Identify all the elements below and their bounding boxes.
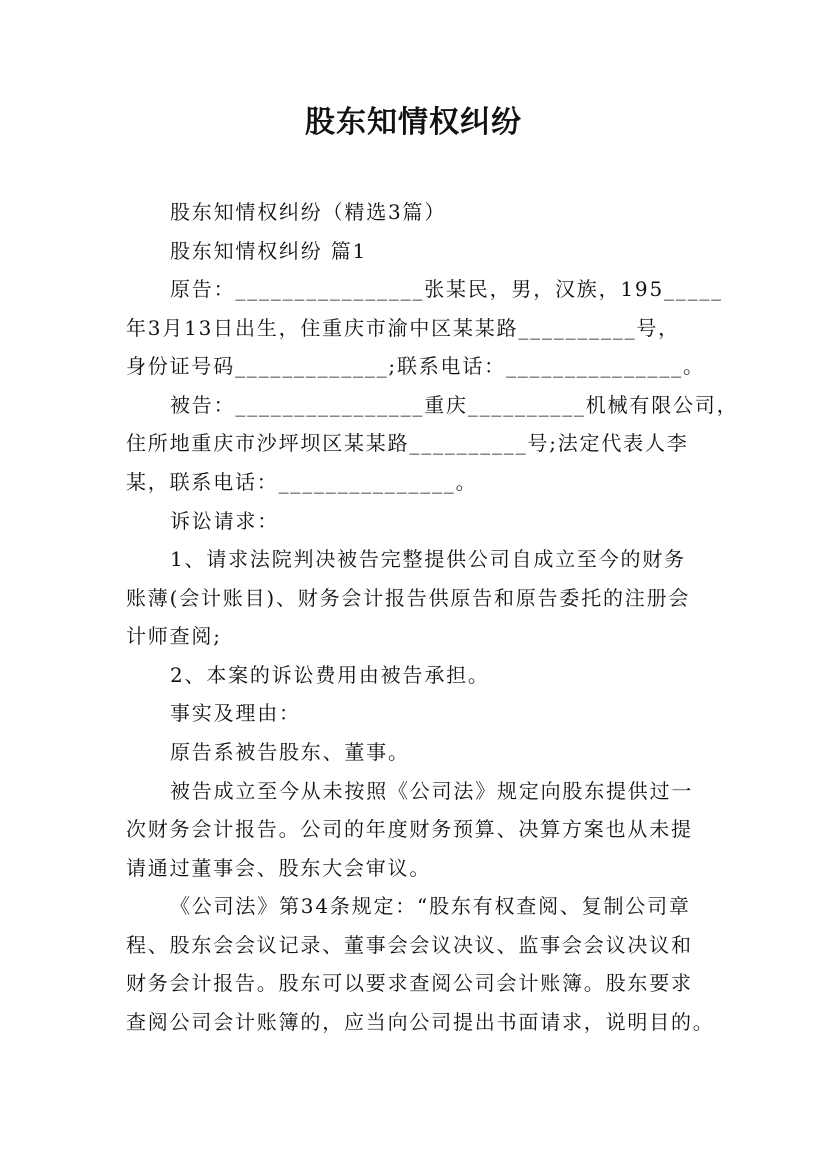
plaintiff-line: 身份证号码_____________;联系电话：_______________。 (126, 354, 705, 378)
subtitle-line: 股东知情权纠纷（精选3篇） (170, 200, 447, 224)
plaintiff-line: 年3月13日出生，住重庆市渝中区某某路__________号， (126, 316, 680, 340)
claim-line: 2、本案的诉讼费用由被告承担。 (170, 663, 490, 687)
defendant-line: 住所地重庆市沙坪坝区某某路__________号;法定代表人李 (126, 431, 689, 455)
paragraph-line: 查阅公司会计账簿的，应当向公司提出书面请求，说明目的。 (126, 1010, 715, 1034)
document-title: 股东知情权纠纷 (305, 105, 522, 140)
paragraph-line: 次财务会计报告。公司的年度财务预算、决算方案也从未提 (126, 817, 693, 841)
defendant-line: 被告：________________重庆__________机械有限公司， (170, 393, 739, 417)
section-heading: 股东知情权纠纷 篇1 (170, 239, 368, 263)
plaintiff-line: 原告：________________张某民，男，汉族，195_____ (170, 277, 723, 301)
claim-line: 1、请求法院判决被告完整提供公司自成立至今的财务 (170, 547, 686, 571)
claim-line: 计师查阅; (126, 624, 222, 648)
paragraph-line: 被告成立至今从未按照《公司法》规定向股东提供过一 (170, 779, 694, 803)
paragraph-line: 请通过董事会、股东大会审议。 (126, 856, 432, 880)
paragraph-line: 《公司法》第34条规定：“股东有权查阅、复制公司章 (170, 894, 691, 918)
claims-heading: 诉讼请求： (170, 509, 279, 533)
defendant-line: 某，联系电话：_______________。 (126, 470, 478, 494)
paragraph-line: 原告系被告股东、董事。 (170, 740, 410, 764)
paragraph-line: 财务会计报告。股东可以要求查阅公司会计账簿。股东要求 (126, 971, 693, 995)
claim-line: 账薄(会计账目)、财务会计报告供原告和原告委托的注册会 (126, 586, 691, 610)
facts-heading: 事实及理由： (170, 701, 301, 725)
paragraph-line: 程、股东会会议记录、董事会会议决议、监事会会议决议和 (126, 933, 693, 957)
